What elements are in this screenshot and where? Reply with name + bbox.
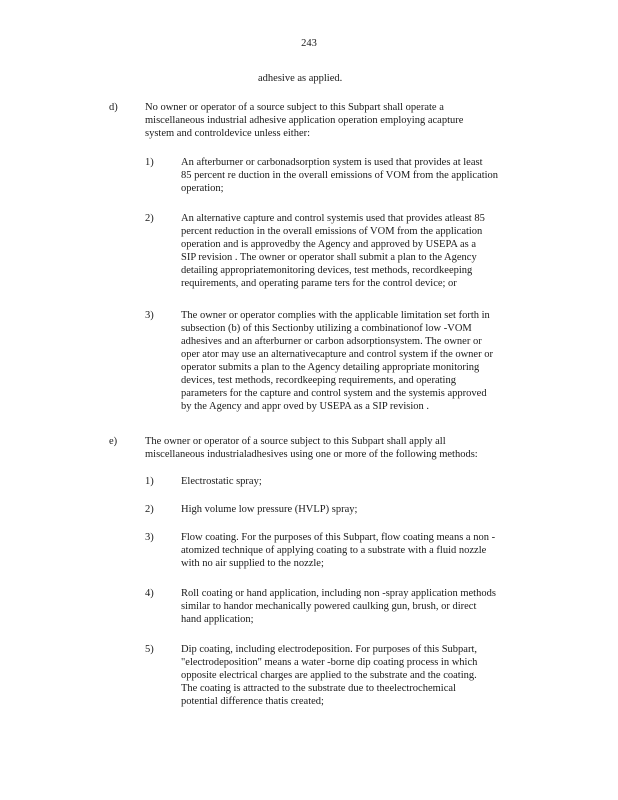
item-e-4-text: Roll coating or hand application, including non -spray application methods similar to handor mechanically powered caulking gun, brush, or direct hand application; — [181, 588, 496, 625]
item-e-3-text: Flow coating. For the purposes of this Subpart, flow coating means a non - atomized technique of applying coating to a substrate with a fluid nozzle with no air supplied to the nozzle; — [181, 532, 496, 569]
item-e-text: The owner or operator of a source subject to this Subpart shall apply all miscellaneous industrialadhesives using one or more of the following methods: — [145, 436, 478, 460]
item-e-5-label: 5) — [145, 644, 154, 655]
page-number: 243 — [301, 38, 317, 49]
item-e-2-label: 2) — [145, 504, 154, 515]
item-d-1-text: An afterburner or carbonadsorption system is used that provides at least 85 percent re duction in the overall emissions of VOM from the application operation; — [181, 157, 499, 194]
item-e-2-text: High volume low pressure (HVLP) spray; — [181, 504, 358, 515]
item-d-2-text: An alternative capture and control systemis used that provides atleast 85 percent reduction in the overall emissions of VOM from the application operation and is approvedby the Agency and approved by USEPA as a SIP revision . The owner or operator shall submit a plan to the Agency detailing appropriatemonitoring devices, test methods, recordkeeping requirements, and operating parame ters for the control device; or — [181, 213, 485, 289]
item-e-4-label: 4) — [145, 588, 154, 599]
item-d-3-label: 3) — [145, 310, 154, 321]
item-e-5-text: Dip coating, including electrodeposition. For purposes of this Subpart, "electrodeposition" means a water -borne dip coating process in which opposite electrical charges are applied to the substrate and the coating. The coating is attracted to the substrate due to theelectrochemical potential difference thatis created; — [181, 644, 478, 707]
item-d-label: d) — [109, 102, 118, 113]
item-d-3-text: The owner or operator complies with the applicable limitation set forth in subsection (b) of this Sectionby utilizing a combinationof low -VOM adhesives and an afterburner or carbon adsorptionsystem. The owner or oper ator may use an alternativecapture and control system if the owner or operator submits a plan to the Agency detailing appropriate monitoring devices, test methods, recordkeeping requirements, and operating parameters for the capture and control system and the systemis approved by the Agency and appr oved by USEPA as a SIP revision . — [181, 310, 493, 412]
item-e-1-label: 1) — [145, 476, 154, 487]
item-e-label: e) — [109, 436, 118, 447]
item-d-1-label: 1) — [145, 157, 154, 168]
item-d-text: No owner or operator of a source subject to this Subpart shall operate a miscellaneous industrial adhesive application operation employing acapture system and controldevice unless either: — [145, 102, 464, 139]
continuation-text: adhesive as applied. — [258, 73, 343, 84]
item-e-1-text: Electrostatic spray; — [181, 476, 262, 487]
item-e-3-label: 3) — [145, 532, 154, 543]
item-d-2-label: 2) — [145, 213, 154, 224]
